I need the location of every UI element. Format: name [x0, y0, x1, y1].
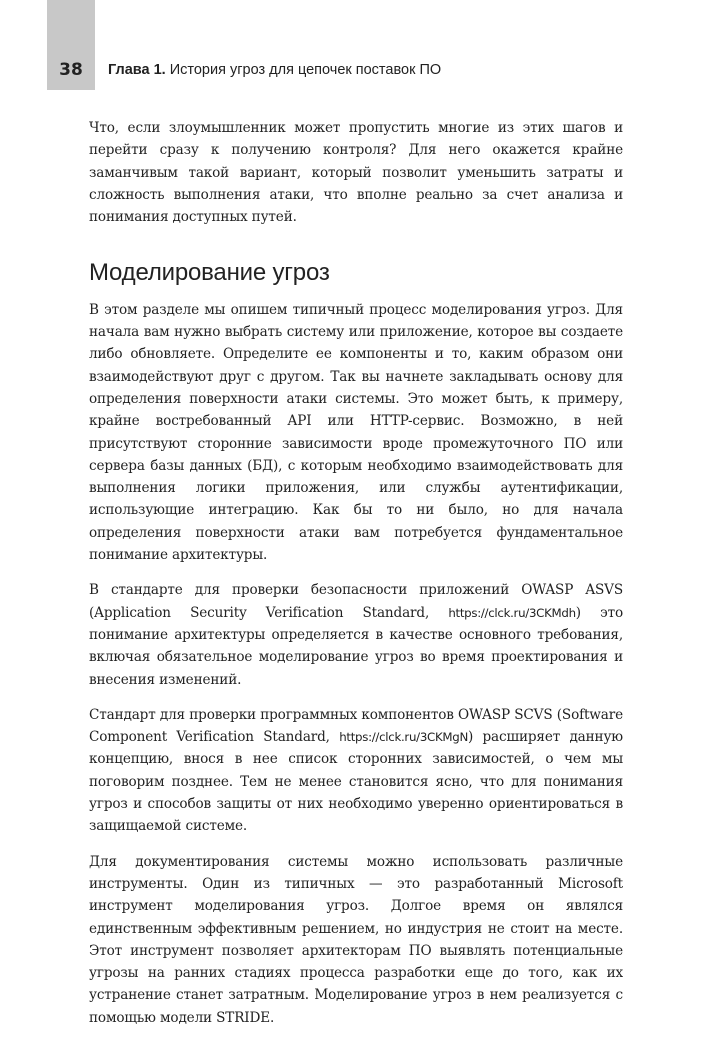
asvs-text-end: ) это понимание архитектуры определяется в качестве основного требования, включая обязательное моделирование угроз во время проектирования и внесения изменений. — [89, 604, 624, 688]
asvs-text-start: В стандарте для проверки безопасности приложений OWASP ASVS (Application Security Verification Standard, — [89, 582, 623, 621]
section-heading: Моделирование угроз — [89, 259, 330, 287]
paragraph-threat-modeling-process: В этом разделе мы опишем типичный процесс моделирования угроз. Для начала вам нужно выбрать систему или приложение, которое вы создаете либо обновляете. Определите ее компоненты и то, каким образом они взаимодействуют друг с другом. Так вы начнете закладывать основу для определения поверхности атаки системы. Это может быть, к примеру, крайне востребованный API или HTTP-сервис. Возможно, в ней присутствуют сторонние зависимости вроде промежуточного ПО или сервера базы данных (БД), с которым необходимо взаимодействовать для выполнения логики приложения, или службы аутентификации, использующие интеграцию. Как бы то ни было, но для начала определения поверхности атаки вам потребуется фундаментальное понимание архитектуры. — [89, 301, 623, 564]
page-number: 38 — [59, 60, 83, 80]
scvs-text-start: Стандарт для проверки программных компонентов OWASP SCVS (Software Component Verification Standard, — [89, 706, 623, 746]
intro-paragraph: Что, если злоумышленник может пропустить многие из этих шагов и перейти сразу к получению контроля? Для него окажется крайне заманчивым такой вариант, который позволит уменьшить затраты и сложность выполнения атаки, что вполне реально за счет анализа и понимания доступных путей. — [89, 120, 623, 226]
paragraph-owasp-asvs — [89, 579, 623, 690]
paragraph-documentation-tools: Для документирования системы можно использовать различные инструменты. Один из типичных — это разработанный Microsoft инструмент моделирования угроз. Долгое время он являлся единственным эффективным решением, но индустрия не стоит на месте. Этот инструмент позволяет архитекторам ПО выявлять потенциальные угрозы на ранних стадиях процесса разработки еще до того, как их устранение станет затратным. Моделирование угроз в нем реализуется с помощью модели STRIDE. — [89, 853, 623, 1026]
scvs-link[interactable]: https://clck.ru/3CKMgN — [339, 730, 468, 745]
page-number-tab — [47, 0, 95, 90]
page-body — [89, 117, 623, 1042]
chapter-label: Глава 1. — [108, 62, 166, 78]
asvs-link[interactable]: https://clck.ru/3CKMdh — [448, 605, 576, 620]
paragraph-owasp-scvs — [89, 704, 623, 838]
running-header — [108, 62, 441, 78]
scvs-text-end: ) расширяет данную концепцию, внося в нее список сторонних зависимостей, о чем мы поговорим позднее. Тем не менее становится ясно, что для понимания угроз и способов защиты от них необходимо уверенно ориентироваться в защищаемой системе. — [89, 729, 623, 835]
chapter-title: История угроз для цепочек поставок ПО — [165, 62, 442, 78]
